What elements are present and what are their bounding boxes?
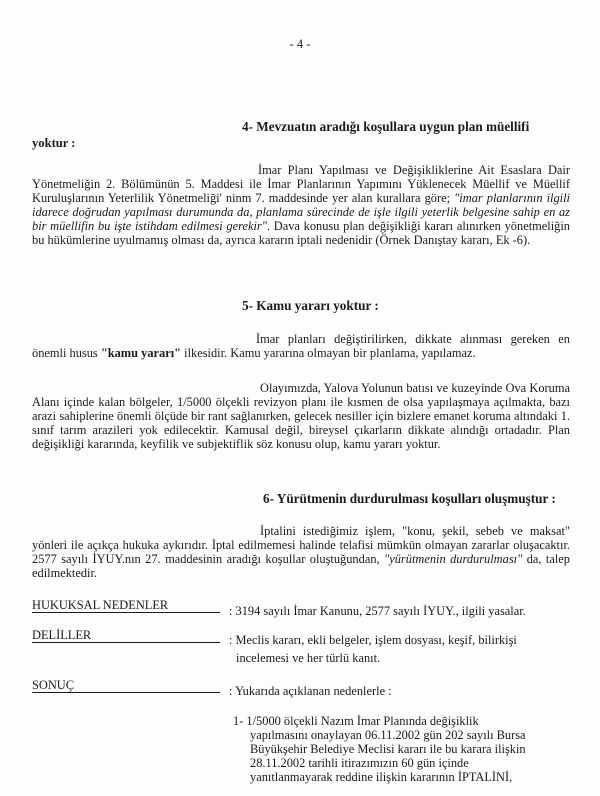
section-5-p1-text-b: ilkesidir. Kamu yararına olmayan bir planlama, yapılamaz. [181, 346, 476, 360]
section-5-paragraph-1 [32, 332, 570, 360]
sonuc-value: : Yukarıda açıklanan nedenlerle : [229, 684, 392, 698]
hukuksal-nedenler-value: : 3194 sayılı İmar Kanunu, 2577 sayılı İYUY., ilgili yasalar. [229, 604, 526, 618]
deliller-value-cont: incelemesi ve her türlü kanıt. [236, 651, 381, 665]
section-4-heading-cont: yoktur : [32, 136, 76, 150]
section-4-text-a: İmar Planı Yapılması ve Değişikliklerine Ait Esaslara Dair Yönetmeliğin 2. Bölümünün 5. Maddesi ile İmar Planlarının Yapımını Yüklenecek Müellif ve Müellif Kuruluşlarının Yeterlilik Yönetmeliği' ninm 7. maddesinde yer alan kurallara göre; [32, 163, 570, 205]
sonuc-item-1-line: 1- 1/5000 ölçekli Nazım İmar Planında değişiklik [233, 714, 479, 728]
section-4-heading: 4- Mevzuatın aradığı koşullara uygun plan müellifi [242, 119, 530, 134]
section-5-p1-text-a: İmar planları değiştirilirken, dikkate alınması gereken en önemli husus [32, 332, 570, 360]
section-5-heading: 5- Kamu yararı yoktur : [242, 298, 379, 313]
section-4-text-b: . Dava konusu plan değişikliği kararı alınırken yönetmeliğin bu hükümlerine uyulmamış olması da, ayrıca kararın iptali nedenidir (Örnek Danıştay kararı, Ek -6). [32, 219, 570, 247]
section-6-paragraph [32, 524, 570, 580]
hukuksal-nedenler-label: HUKUKSAL NEDENLER [32, 598, 220, 613]
section-6-italic: "yürütmenin durdurulması" [384, 552, 523, 566]
section-4-paragraph [32, 163, 570, 247]
sonuc-item-1 [233, 714, 573, 784]
page-number: - 4 - [289, 37, 311, 51]
section-5-paragraph-2: Olayımızda, Yalova Yolunun batısı ve kuzeyinde Ova Koruma Alanı içinde kalan bölgeler, 1/5000 ölçekli revizyon planı ile kısmen de olsa yapılaşmaya açılmakta, bazı arazi sahiplerine önemli ölçüde bir rant sağlanırken, gelecek nesiller için bizlere emanet koruma altındaki 1. sınıf tarım arazileri yok edilecektir. Kamusal değil, bireysel çıkarların dikkate alındığı ortadadır. Plan değişikliği kararında, keyfilik ve subjektiflik söz konusu olup, kamu yararı yoktur. [32, 381, 570, 451]
section-6-text-b: da, talep edilmektedir. [32, 552, 570, 580]
sonuc-item-1-line: yanıtlanmayarak reddine ilişkin kararının İPTALİNİ, [250, 770, 513, 784]
deliller-label: DELİLLER [32, 628, 220, 643]
sonuc-label: SONUÇ [32, 678, 220, 693]
sonuc-item-1-line: Büyükşehir Belediye Meclisi kararı ile bu karara ilişkin [250, 742, 526, 756]
section-6-heading: 6- Yürütmenin durdurulması koşulları oluşmuştur : [263, 491, 556, 506]
sonuc-item-1-line: 28.11.2002 tarihli itirazımızın 60 gün içinde [250, 756, 469, 770]
section-4-italic-quote: "imar planlarının ilgili idarece doğrudan yapılması durumunda da, planlama sürecinde de işle ilgili yeterlik belgesine sahip en az bir müellifin bu işte istihdam edilmesi gerekir" [32, 191, 570, 233]
sonuc-item-1-line: yapılmasını onaylayan 06.11.2002 gün 202 sayılı Bursa [250, 728, 526, 742]
section-5-p1-bold: "kamu yararı" [100, 346, 182, 360]
section-6-text-a: İptalini istediğimiz işlem, "konu, şekil, sebeb ve maksat" yönleri ile açıkça hukuka aykırıdır. İptal edilmemesi halinde telafisi mümkün olmayan zararlar oluşacaktır. 2577 sayılı İYUY.nın 27. maddesinin aradığı koşullar oluştuğundan, [32, 524, 570, 566]
deliller-value: : Meclis kararı, ekli belgeler, işlem dosyası, keşif, bilirkişi [229, 633, 517, 647]
